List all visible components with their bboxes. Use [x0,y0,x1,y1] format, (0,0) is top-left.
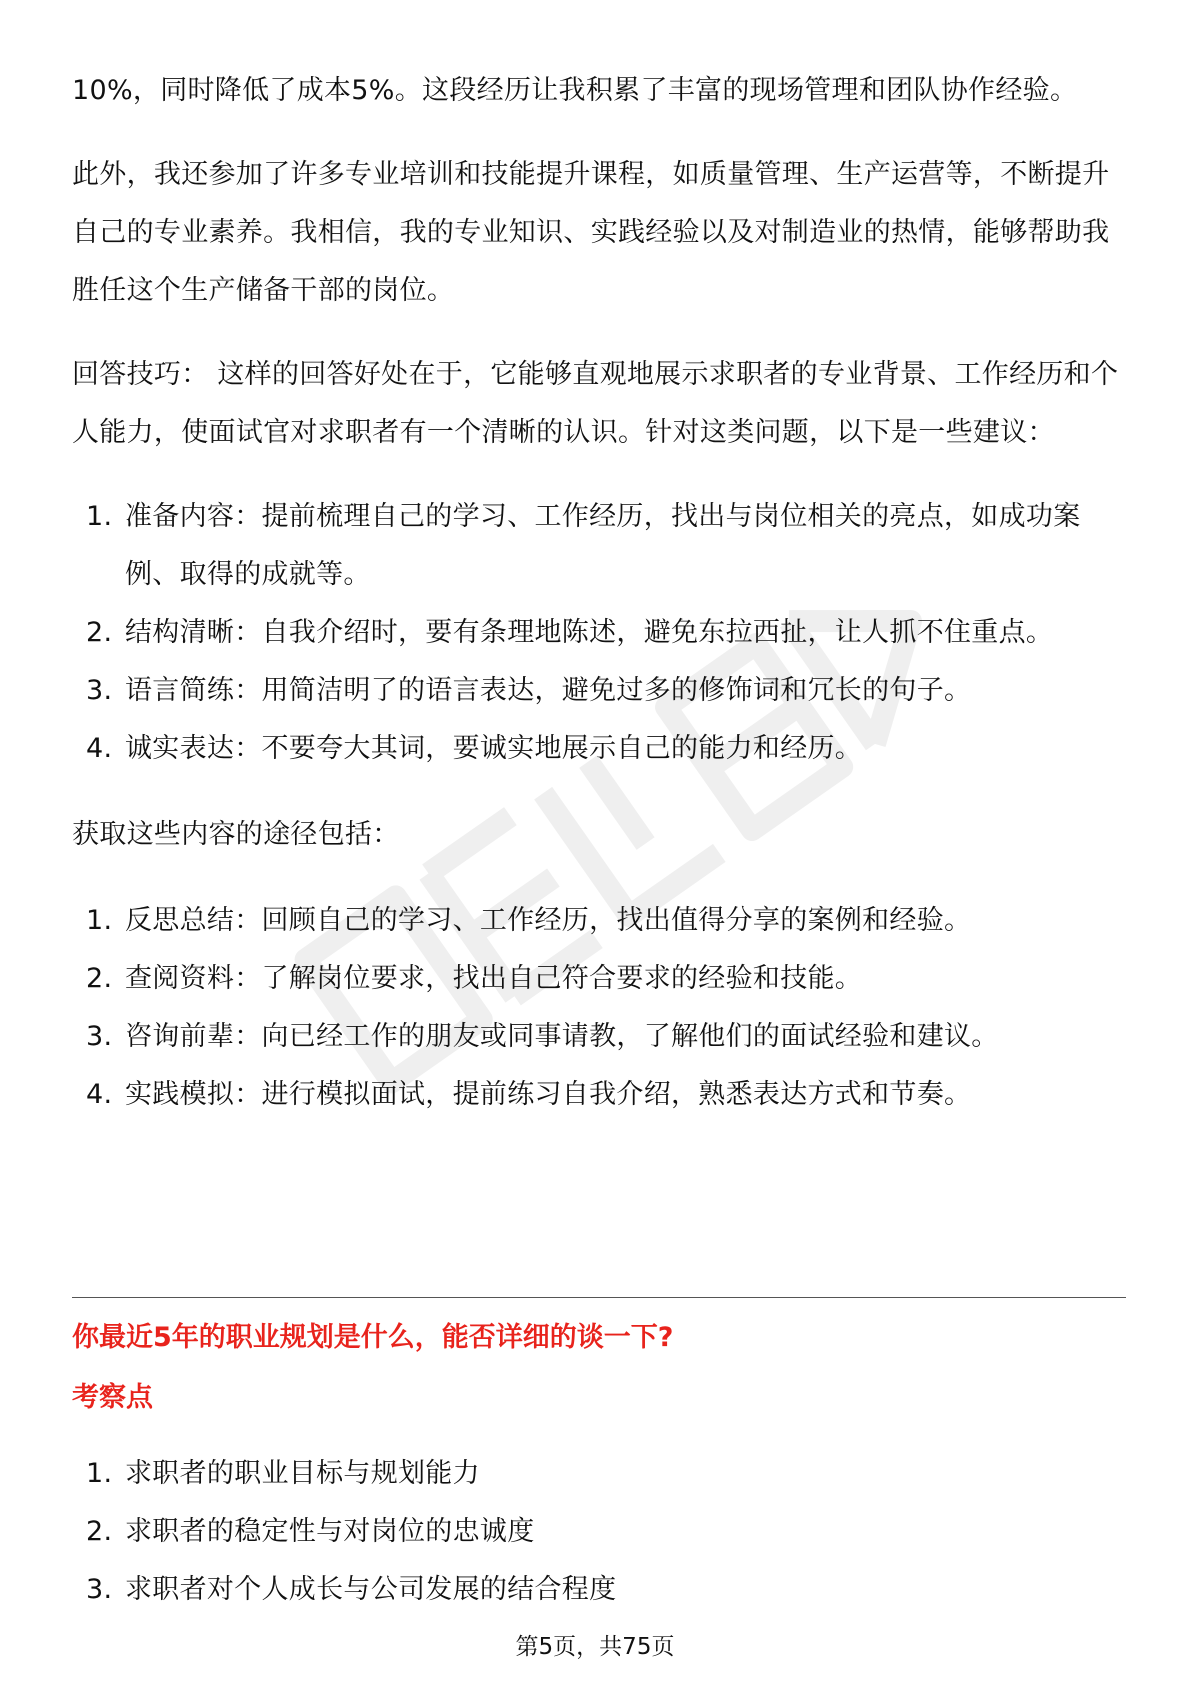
section-divider [72,1297,1126,1298]
list-item [72,720,1126,778]
list-item-text: 实践模拟：进行模拟面试，提前练习自我介绍，熟悉表达方式和节奏。 [125,1079,972,1110]
sources-list [72,892,1126,1124]
list-item [72,892,1126,950]
list-item [72,1066,1126,1124]
list-item-text: 结构清晰：自我介绍时，要有条理地陈述，避免东拉西扯，让人抓不住重点。 [125,617,1054,648]
list-item-text: 求职者的职业目标与规划能力 [125,1458,480,1489]
document-body [72,62,1126,1152]
list-item-text: 诚实表达：不要夸大其词，要诚实地展示自己的能力和经历。 [125,733,863,764]
list-item [72,1503,1126,1561]
list-item-text: 求职者对个人成长与公司发展的结合程度 [125,1574,617,1605]
list-item-number: 2. [86,1516,113,1547]
list-item [72,488,1126,604]
tips-list [72,488,1126,778]
list-item-number: 3. [86,1021,113,1052]
assessment-points-list [72,1445,1126,1619]
intro-paragraph-1: 10%，同时降低了成本5%。这段经历让我积累了丰富的现场管理和团队协作经验。 [72,75,1078,106]
sources-heading: 获取这些内容的途径包括： [72,819,400,850]
list-item [72,1445,1126,1503]
list-item-text: 反思总结：回顾自己的学习、工作经历，找出值得分享的案例和经验。 [125,905,972,936]
list-item [72,604,1126,662]
list-item-number: 3. [86,1574,113,1605]
list-item-text: 求职者的稳定性与对岗位的忠诚度 [125,1516,535,1547]
list-item-number: 1. [86,1458,113,1489]
question-title: 你最近5年的职业规划是什么，能否详细的谈一下? [72,1322,674,1353]
list-item [72,950,1126,1008]
list-item-number: 1. [86,905,113,936]
assessment-points-heading: 考察点 [72,1382,153,1413]
list-item-number: 1. [86,501,113,532]
list-item-text: 语言简练：用简洁明了的语言表达，避免过多的修饰词和冗长的句子。 [125,675,972,706]
list-item [72,1561,1126,1619]
assessment-points [72,1445,1126,1647]
list-item-text: 查阅资料：了解岗位要求，找出自己符合要求的经验和技能。 [125,963,863,994]
list-item [72,1008,1126,1066]
page-indicator: 第5页，共75页 [515,1634,675,1660]
list-item-number: 2. [86,963,113,994]
list-item [72,662,1126,720]
list-item-number: 4. [86,1079,113,1110]
list-item-number: 2. [86,617,113,648]
list-item-number: 4. [86,733,113,764]
list-item-number: 3. [86,675,113,706]
answer-tips-paragraph: 回答技巧： 这样的回答好处在于，它能够直观地展示求职者的专业背景、工作经历和个人能力，使面试官对求职者有一个清晰的认识。针对这类问题，以下是一些建议： [72,359,1119,448]
list-item-text: 咨询前辈：向已经工作的朋友或同事请教，了解他们的面试经验和建议。 [125,1021,999,1052]
intro-paragraph-2: 此外，我还参加了许多专业培训和技能提升课程，如质量管理、生产运营等，不断提升自己的专业素养。我相信，我的专业知识、实践经验以及对制造业的热情，能够帮助我胜任这个生产储备干部的岗位。 [72,159,1110,306]
list-item-text: 准备内容：提前梳理自己的学习、工作经历，找出与岗位相关的亮点，如成功案例、取得的成就等。 [125,501,1081,590]
